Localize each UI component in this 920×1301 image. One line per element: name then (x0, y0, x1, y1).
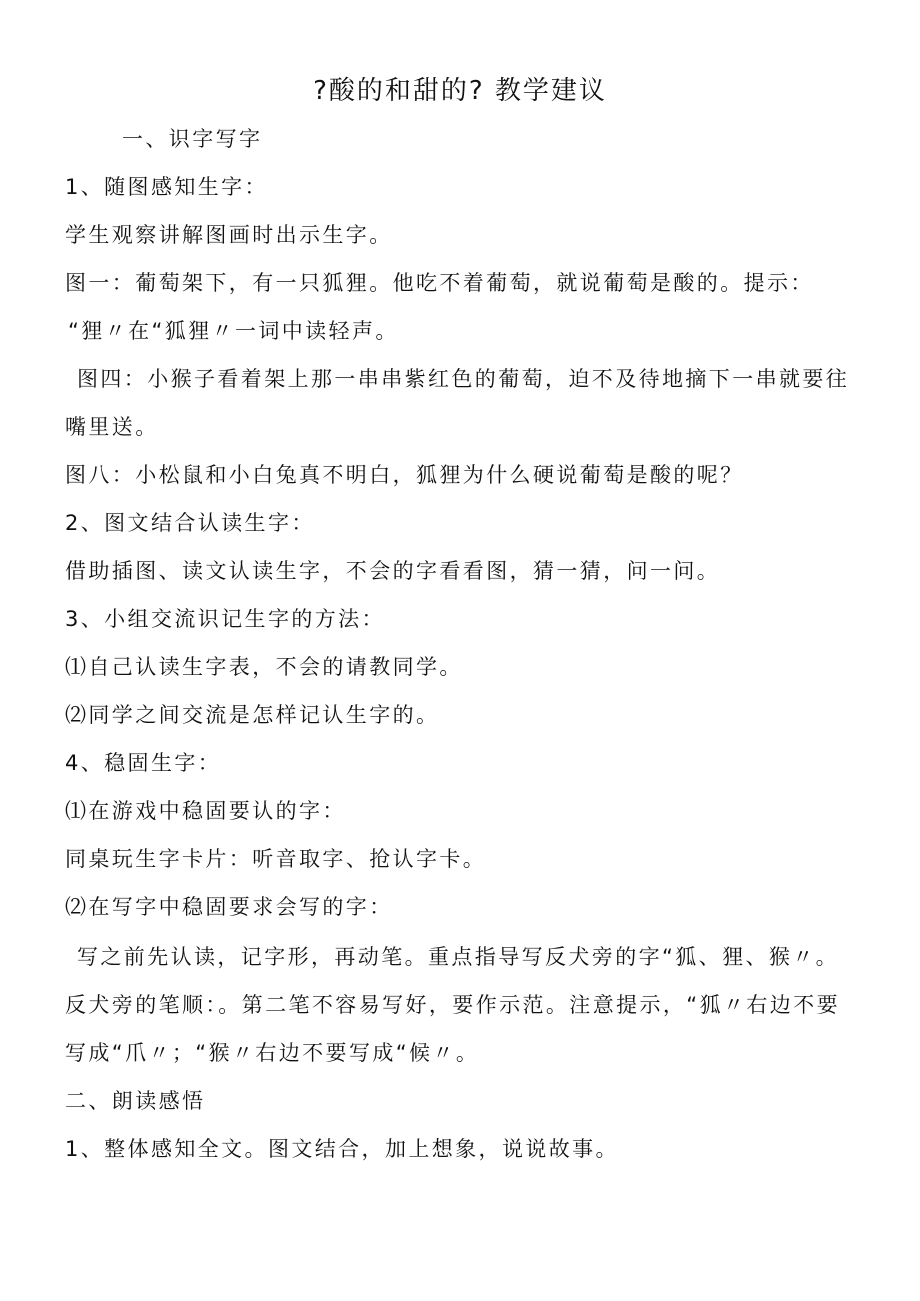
section-heading-literacy: 一、识字写字 (122, 127, 263, 151)
item-heading-4: 4、稳固生字： (65, 751, 222, 775)
item-heading-reading-1: 1、整体感知全文。图文结合，加上想象，说说故事。 (65, 1137, 619, 1161)
paragraph-line: ⑴在游戏中稳固要认的字： (65, 799, 346, 823)
paragraph-line: 图八：小松鼠和小白兔真不明白，狐狸为什么硬说葡萄是酸的呢？ (65, 463, 744, 487)
paragraph-line: 图四：小猴子看着架上那一串串紫红色的葡萄，迫不及待地摘下一串就要往 (77, 367, 850, 391)
paragraph-line: 写成“爪〃；“猴〃右边不要写成“候〃。 (65, 1041, 480, 1065)
paragraph-line: ⑵同学之间交流是怎样记认生字的。 (65, 703, 440, 727)
paragraph-line: 反犬旁的笔顺：。第二笔不容易写好，要作示范。注意提示，“狐〃右边不要 (65, 993, 840, 1017)
paragraph-line: 图一：葡萄架下，有一只狐狸。他吃不着葡萄，就说葡萄是酸的。提示： (65, 271, 814, 295)
item-heading-1: 1、随图感知生字： (65, 175, 268, 199)
paragraph-line: 嘴里送。 (65, 415, 159, 439)
paragraph-line: 借助插图、读文认读生字，不会的字看看图，猜一猜，问一问。 (65, 559, 721, 583)
paragraph-line: ⑵在写字中稳固要求会写的字： (65, 895, 393, 919)
item-heading-3: 3、小组交流识记生字的方法： (65, 607, 385, 631)
item-heading-2: 2、图文结合认读生字： (65, 511, 315, 535)
paragraph-line: ⑴自己认读生字表，不会的请教同学。 (65, 655, 463, 679)
paragraph-line: 学生观察讲解图画时出示生字。 (65, 223, 393, 247)
section-heading-reading: 二、朗读感悟 (65, 1089, 206, 1113)
paragraph-line: 同桌玩生字卡片：听音取字、抢认字卡。 (65, 847, 487, 871)
paragraph-line: 写之前先认读，记字形，再动笔。重点指导写反犬旁的字“狐、狸、猴〃。 (77, 945, 840, 969)
paragraph-line: “狸〃在“狐狸〃一词中读轻声。 (68, 319, 399, 343)
page-title: ?酸的和甜的? 教学建议 (313, 76, 607, 106)
